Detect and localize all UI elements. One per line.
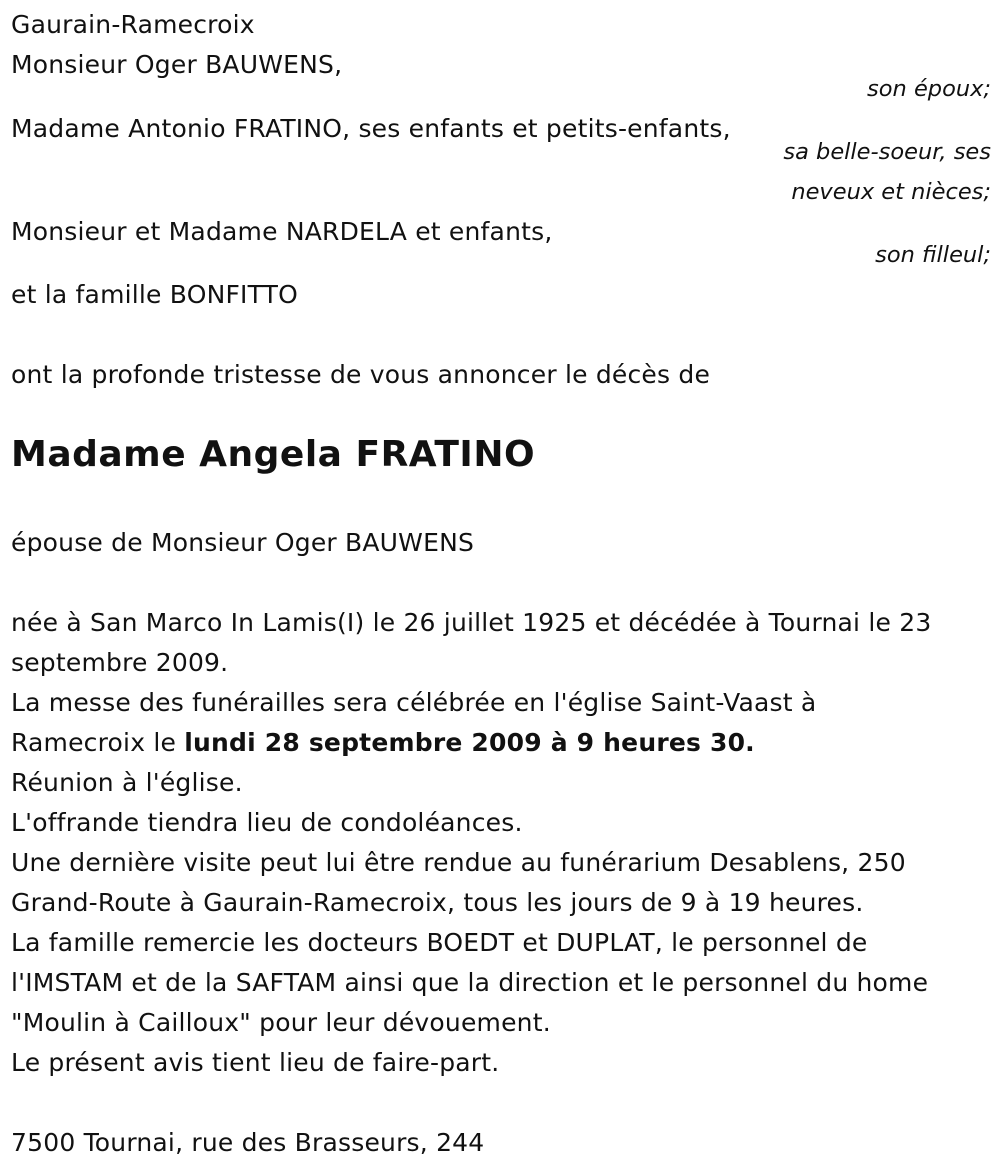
announcement-text: ont la profonde tristesse de vous annoncer le décès de bbox=[11, 360, 711, 389]
family-member-godchild: Monsieur et Madame NARDELA et enfants, bbox=[11, 217, 553, 246]
location-text: Gaurain-Ramecroix bbox=[11, 10, 255, 39]
mass-datetime: lundi 28 septembre 2009 à 9 heures 30. bbox=[184, 728, 755, 757]
family-member-spouse: Monsieur Oger BAUWENS, bbox=[11, 50, 343, 79]
family-member-sister-in-law: Madame Antonio FRATINO, ses enfants et petits-enfants, bbox=[11, 114, 731, 143]
offering-text: L'offrande tiendra lieu de condoléances. bbox=[11, 808, 523, 837]
notice-text: Le présent avis tient lieu de faire-part. bbox=[11, 1048, 500, 1077]
reunion-text: Réunion à l'église. bbox=[11, 768, 243, 797]
visit-line-1: Une dernière visite peut lui être rendue au funérarium Desablens, 250 bbox=[11, 848, 906, 877]
relation-godchild: son filleul; bbox=[875, 242, 991, 268]
family-member-bonfitto: et la famille BONFITTO bbox=[11, 280, 299, 309]
birth-line-1: née à San Marco In Lamis(I) le 26 juillet 1925 et décédée à Tournai le 23 bbox=[11, 608, 932, 637]
mass-line-1: La messe des funérailles sera célébrée en l'église Saint-Vaast à bbox=[11, 688, 817, 717]
thanks-line-2: l'IMSTAM et de la SAFTAM ainsi que la direction et le personnel du home bbox=[11, 968, 929, 997]
thanks-line-1: La famille remercie les docteurs BOEDT et DUPLAT, le personnel de bbox=[11, 928, 868, 957]
birth-line-2: septembre 2009. bbox=[11, 648, 229, 677]
mass-line-2 bbox=[11, 723, 755, 763]
relation-spouse: son époux; bbox=[867, 76, 991, 102]
deceased-name: Madame Angela FRATINO bbox=[11, 434, 536, 475]
thanks-line-3: "Moulin à Cailloux" pour leur dévouement. bbox=[11, 1008, 551, 1037]
mass-line-2-prefix: Ramecroix le bbox=[11, 728, 185, 757]
relation-sister-in-law-line-1: sa belle-soeur, ses bbox=[783, 139, 991, 165]
spouse-line: épouse de Monsieur Oger BAUWENS bbox=[11, 528, 475, 557]
relation-sister-in-law-line-2: neveux et nièces; bbox=[791, 179, 991, 205]
address-text: 7500 Tournai, rue des Brasseurs, 244 bbox=[11, 1128, 485, 1157]
visit-line-2: Grand-Route à Gaurain-Ramecroix, tous les jours de 9 à 19 heures. bbox=[11, 888, 864, 917]
